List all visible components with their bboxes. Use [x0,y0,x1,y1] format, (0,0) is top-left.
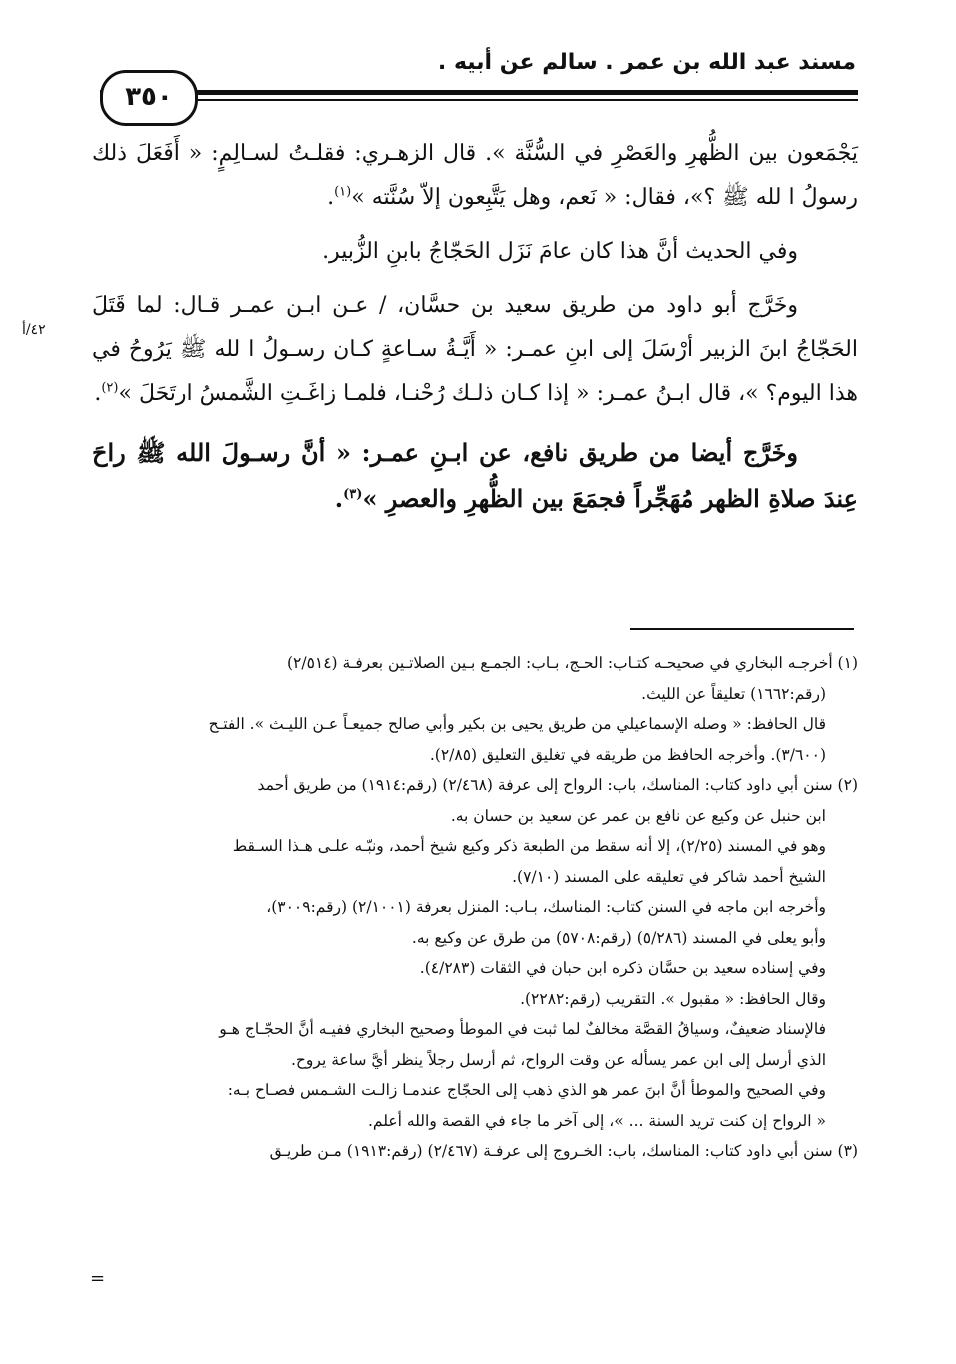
footnote-line: قال الحافظ: « وصله الإسماعيلي من طريق يحيى بن بكير وأبي صالح جميعـاً عـن الليـث ». الفتـح [208,715,826,733]
footnote-line: ابن حنبل عن وكيع عن نافع بن عمر عن سعيد بن حسان به. [450,806,826,825]
footnote-mark: (١) [334,184,352,200]
footnote-line: وأبو يعلى في المسند (٥/٢٨٦) (رقم:٥٧٠٨) من طرق عن وكيع به. [411,928,826,947]
main-paragraph: وخَرَّج أبو داود من طريق سعيد بن حسَّان، / عـن ابـن عمـر قـال: لما قَتَلَ الحَجّاجُ ابنَ الزبير أرْسَلَ إلى ابنِ عمـر: « أَيَّـةُ سـاعةٍ كـان رسـولُ ا لله ﷺ يَرُوحُ في هذا اليوم؟ »، قال ابـنُ عمـر: « إذا كـان ذلـك رُحْنـا، فلمـا زاغَـتِ الشَّمسُ ارتَحَلَ »$^{(٢)}$. [92,293,858,406]
running-title: مسند عبد الله بن عمر . سالم عن أبيه . [437,50,856,75]
footnote-line: (رقم:١٦٦٢) تعليقاً عن الليث. [641,684,826,703]
footnote-line: فالإسناد ضعيفٌ، وسياقُ القصَّة مخالفٌ لما ثبت في الموطأ وصحيح البخاري ففيـه أنَّ الحجّـاج هـو [219,1020,826,1038]
footnote-line: (٣) سنن أبي داود كتاب: المناسك، باب: الخـروج إلى عرفـة (٢/٤٦٧) (رقم:١٩١٣) مـن طريـق [269,1142,858,1160]
footnote-line: وفي الصحيح والموطأ أنَّ ابنَ عمر هو الذي ذهب إلى الحجّاج عندمـا زالـت الشـمس فصـاح بـه: [227,1081,826,1099]
main-text [92,132,858,532]
footnote-line: (١) أخرجـه البخاري في صحيحـه كتـاب: الحـج، بـاب: الجمـع بـين الصلاتـين بعرفـة (٢/٥١٤) [286,654,858,672]
header-rule-thick [100,90,858,95]
footnote-mark: (٢) [101,380,119,396]
main-paragraph-emphasis: وخَرَّج أيضا من طريق نافع، عن ابـنِ عمـر: « أنَّ رسـولَ الله ﷺ راحَ عِندَ صلاةِ الظهر مُهَجِّراً فجمَعَ بين الظُّهرِ والعصرِ »$^{(٣)}$. [92,438,858,513]
main-paragraph: وفي الحديث أنَّ هذا كان عامَ نَزَل الحَجّاجُ بابنِ الزُّبير. [322,239,798,264]
footnote-line: وقال الحافظ: « مقبول ». التقريب (رقم:٢٢٨٢). [520,989,826,1008]
footnote-line: الشيخ أحمد شاكر في تعليقه على المسند (٧/١٠). [512,867,826,886]
footnote-mark: (٣) [343,487,363,502]
footnote-line: « الرواح إن كنت تريد السنة ... »، إلى آخر ما جاء في القصة والله أعلم. [368,1111,826,1130]
footnote-line: وفي إسناده سعيد بن حسَّان ذكره ابن حبان في الثقات (٤/٢٨٣). [419,959,826,977]
main-paragraph: يَجْمَعون بين الظُّهرِ والعَصْرِ في السُّنَّة ». قال الزهـري: فقلـتُ لسـالِمٍ: « أَفَعَلَ ذلك رسولُ ا لله ﷺ ؟»، فقال: « نَعم، وهل يَتَّبِعون إلاّ سُنَّته »$^{(١)}$. [92,141,858,210]
footnote-line: (٣/٦٠٠). وأخرجه الحافظ من طريقه في تغليق التعليق (٢/٨٥). [429,745,826,764]
continuation-mark: = [90,1268,106,1289]
footnotes [88,648,858,1167]
footnote-line: الذي أرسل إلى ابن عمر يسأله عن وقت الرواح، ثم أرسل رجلاً ينظر أيَّ ساعة يروح. [291,1050,826,1069]
footnote-line: وهو في المسند (٢/٢٥)، إلا أنه سقط من الطبعة ذكر وكيع شيخ أحمد، ونبّـه علـى هـذا السـقط [232,837,826,855]
footnote-separator [630,628,854,630]
header-rule-thin [100,99,858,101]
footnote-line: وأخرجه ابن ماجه في السنن كتاب: المناسك، بـاب: المنزل بعرفة (٢/١٠٠١) (رقم:٣٠٠٩)، [266,898,826,916]
margin-folio-ref: ٤٢/أ [22,322,46,338]
footnote-line: (٢) سنن أبي داود كتاب: المناسك، باب: الرواح إلى عرفة (٢/٤٦٨) (رقم:١٩١٤) من طريق أحمد [257,776,858,794]
page-number: ٣٥٠ [100,70,198,126]
